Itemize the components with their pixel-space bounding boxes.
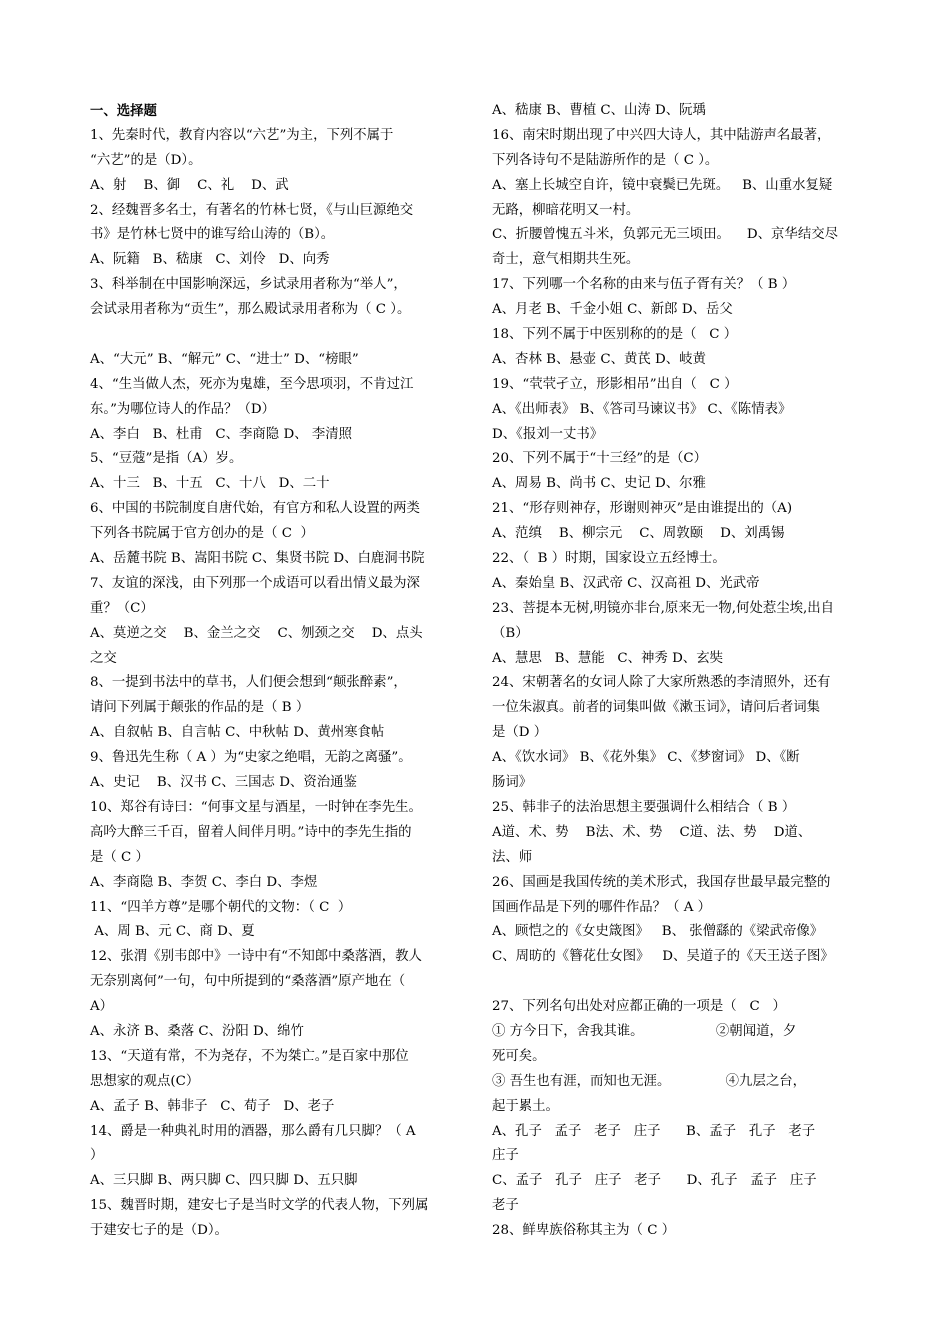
left-text-line: A、周 B、元 C、商 D、夏 <box>90 924 255 940</box>
left-text-line: 15、魏晋时期，建安七子是当时文学的代表人物，下列属 <box>90 1198 429 1214</box>
left-text-line: “六艺”的是（D）。 <box>90 152 202 168</box>
left-text-line: 3、科举制在中国影响深远，乡试录用者称为“举人”， <box>90 277 407 293</box>
right-text-line: 肠词》 <box>492 775 533 791</box>
left-text-line: A、岳麓书院 B、嵩阳书院 C、集贤书院 D、白鹿洞书院 <box>90 551 425 567</box>
left-text-line: 重？（C） <box>90 600 154 616</box>
left-text-line: A、李商隐 B、李贺 C、李白 D、李煜 <box>90 874 318 890</box>
right-text-line: ③ 吾生也有涯，而知也无涯。 ④九层之台， <box>492 1073 807 1089</box>
right-text-line: C、孟子 孔子 庄子 老子 D、孔子 孟子 庄子 <box>492 1173 817 1189</box>
left-text-line: 7、友谊的深浅，由下列那一个成语可以看出情义最为深 <box>90 575 420 591</box>
left-text-line: 14、爵是一种典礼时用的酒器，那么爵有几只脚？（ A <box>90 1123 416 1139</box>
left-text-line: A、射 B、御 C、礼 D、武 <box>90 177 289 193</box>
left-text-line: 书》是竹林七贤中的谁写给山涛的（B）。 <box>90 227 335 243</box>
left-text-line: 11、“四羊方尊”是哪个朝代的文物：（ C ） <box>90 899 352 915</box>
left-text-line: 8、一提到书法中的草书，人们便会想到“颠张醉素”， <box>90 675 407 691</box>
right-text-line: C、折腰曾愧五斗米，负郭元无三顷田。 D、京华结交尽 <box>492 227 838 243</box>
left-text-line: 请问下列属于颠张的作品的是（ B ） <box>90 700 310 716</box>
left-column <box>90 99 462 1244</box>
left-text-line: 下列各书院属于官方创办的是（ C ） <box>90 526 314 542</box>
right-text-line: 死可矣。 <box>492 1048 546 1064</box>
right-text-line: 23、菩提本无树,明镜亦非台,原来无一物,何处惹尘埃,出自 <box>492 600 835 616</box>
right-text-line <box>492 970 864 995</box>
left-text-line: 2、经魏晋多名士，有著名的竹林七贤，《与山巨源绝交 <box>90 202 414 218</box>
left-text-line: A、史记 B、汉书 C、三国志 D、资治通鉴 <box>90 775 357 791</box>
right-text-line: A、杏林 B、悬壶 C、黄芪 D、岐黄 <box>492 351 706 367</box>
left-text-line: 6、中国的书院制度自唐代始，有官方和私人设置的两类 <box>90 501 420 517</box>
right-text-line: 是（D ） <box>492 725 548 741</box>
right-text-line: 19、“茕茕孑立，形影相吊”出自（ C ） <box>492 376 738 392</box>
right-text-line: A、《饮水词》 B、《花外集》 C、《梦窗词》 D、《断 <box>492 750 800 766</box>
right-text-line: 26、国画是我国传统的美术形式，我国存世最早最完整的 <box>492 874 831 890</box>
left-text-line: A、阮籍 B、嵇康 C、刘伶 D、向秀 <box>90 252 330 268</box>
right-text-line: 16、南宋时期出现了中兴四大诗人，其中陆游声名最著， <box>492 127 831 143</box>
right-text-line: 庄子 <box>492 1148 519 1164</box>
right-column <box>492 99 864 1244</box>
right-text-line: 起于累土。 <box>492 1098 559 1114</box>
right-text-line: 17、下列哪一个名称的由来与伍子胥有关？（ B ） <box>492 277 796 293</box>
right-text-line: 20、下列不属于“十三经”的是（C） <box>492 451 708 467</box>
right-text-line: 18、下列不属于中医别称的的是（ C ） <box>492 327 738 343</box>
left-text-line: A、“大元” B、“解元” C、“进士” D、“榜眼” <box>90 351 359 367</box>
right-text-line: 国画作品是下列的哪件作品？（ A ） <box>492 899 712 915</box>
right-text-line: ① 方今日下，舍我其谁。 ②朝闻道，夕 <box>492 1023 797 1039</box>
left-text-line: 4、“生当做人杰，死亦为鬼雄，至今思项羽，不肯过江 <box>90 376 414 392</box>
right-text-line: （B） <box>492 625 529 641</box>
right-text-line: 27、下列名句出处对应都正确的一项是（ C ） <box>492 999 786 1015</box>
right-text-line: 一位朱淑真。前者的词集叫做《漱玉词》，请问后者词集 <box>492 700 821 716</box>
left-text-line: 12、张渭《别韦郎中》一诗中有“不知郎中桑落酒，教人 <box>90 949 422 965</box>
right-text-line: 22、（ B ）时期，国家设立五经博士。 <box>492 551 726 567</box>
right-text-line: 法、师 <box>492 849 533 865</box>
right-text-line: D、《报刘一丈书》 <box>492 426 604 442</box>
left-text-line: A、莫逆之交 B、金兰之交 C、刎颈之交 D、点头 <box>90 625 423 641</box>
right-text-line: A、《出师表》 B、《答司马谏议书》 C、《陈情表》 <box>492 401 792 417</box>
right-text-line: 奇士，意气相期共生死。 <box>492 252 640 268</box>
left-text-line: 无奈别离何”一句，句中所提到的“桑落酒”原产地在（ <box>90 974 406 990</box>
right-text-line: A、塞上长城空自许，镜中衰鬓已先斑。 B、山重水复疑 <box>492 177 833 193</box>
section-heading: 一、选择题 <box>90 103 157 119</box>
right-text-line: A道、术、势 B法、术、势 C道、法、势 D道、 <box>492 824 812 840</box>
left-text-line: 5、“豆蔻”是指（A）岁。 <box>90 451 243 467</box>
left-text-line <box>90 323 462 348</box>
right-text-line: 25、韩非子的法治思想主要强调什么相结合（ B ） <box>492 799 796 815</box>
left-text-line: 东。”为哪位诗人的作品？（D） <box>90 401 275 417</box>
right-text-line: 21、“形存则神存，形谢则神灭”是由谁提出的（A) <box>492 501 793 517</box>
left-text-line: 1、先秦时代，教育内容以“六艺”为主，下列不属于 <box>90 127 394 143</box>
right-text-line: 28、鲜卑族俗称其主为（ C ） <box>492 1223 676 1239</box>
left-text-line: 高吟大醉三千百，留着人间伴月明。”诗中的李先生指的 <box>90 824 412 840</box>
right-text-line: 下列各诗句不是陆游所作的是（ C ）。 <box>492 152 719 168</box>
left-text-line: 于建安七子的是（D）。 <box>90 1223 228 1239</box>
left-text-line: A、永济 B、桑落 C、汾阳 D、绵竹 <box>90 1023 304 1039</box>
right-text-line: A、周易 B、尚书 C、史记 D、尔雅 <box>492 476 706 492</box>
right-text-line: A、月老 B、千金小姐 C、新郎 D、岳父 <box>492 302 733 318</box>
right-text-line: A、范缜 B、柳宗元 C、周敦颐 D、刘禹锡 <box>492 526 785 542</box>
right-text-line: A、嵇康 B、曹植 C、山涛 D、阮瑀 <box>492 103 706 118</box>
left-text-line: A、李白 B、杜甫 C、李商隐 D、 李清照 <box>90 426 353 442</box>
left-text-line: 10、郑谷有诗曰：“何事文星与酒星，一时钟在李先生。 <box>90 799 422 815</box>
right-text-line: A、孔子 孟子 老子 庄子 B、孟子 孔子 老子 <box>492 1123 816 1139</box>
right-text-line: C、周昉的《簪花仕女图》 D、吴道子的《天王送子图》 <box>492 949 834 965</box>
left-text-line: ） <box>90 1148 104 1164</box>
right-text-line: 24、宋朝著名的女词人除了大家所熟悉的李清照外，还有 <box>492 675 831 691</box>
left-text-line: 思想家的观点(C） <box>90 1073 200 1089</box>
left-text-line: A、孟子 B、韩非子 C、荀子 D、老子 <box>90 1098 335 1114</box>
right-text-line: A、顾恺之的《女史箴图》 B、 张僧繇的《梁武帝像》 <box>492 924 824 940</box>
right-text-line: A、慧思 B、慧能 C、神秀 D、玄奘 <box>492 650 723 666</box>
left-text-line: 9、鲁迅先生称（ A ）为“史家之绝唱，无韵之离骚”。 <box>90 750 412 766</box>
right-text-line: A、秦始皇 B、汉武帝 C、汉高祖 D、光武帝 <box>492 575 760 591</box>
left-text-line: A、自叙帖 B、自言帖 C、中秋帖 D、黄州寒食帖 <box>90 725 385 741</box>
right-text-line: 无路，柳暗花明又一村。 <box>492 202 640 218</box>
left-text-line: 13、“天道有常，不为尧存，不为桀亡。”是百家中那位 <box>90 1048 409 1064</box>
right-text-line: 老子 <box>492 1198 519 1214</box>
left-text-line: 之交 <box>90 650 117 666</box>
left-text-line: A） <box>90 999 114 1015</box>
left-text-line: 是（ C ） <box>90 849 149 865</box>
left-text-line: 会试录用者称为“贡生”，那么殿试录用者称为（ C ）。 <box>90 302 411 318</box>
left-text-line: A、三只脚 B、两只脚 C、四只脚 D、五只脚 <box>90 1173 358 1189</box>
left-text-line: A、十三 B、十五 C、十八 D、二十 <box>90 476 330 492</box>
